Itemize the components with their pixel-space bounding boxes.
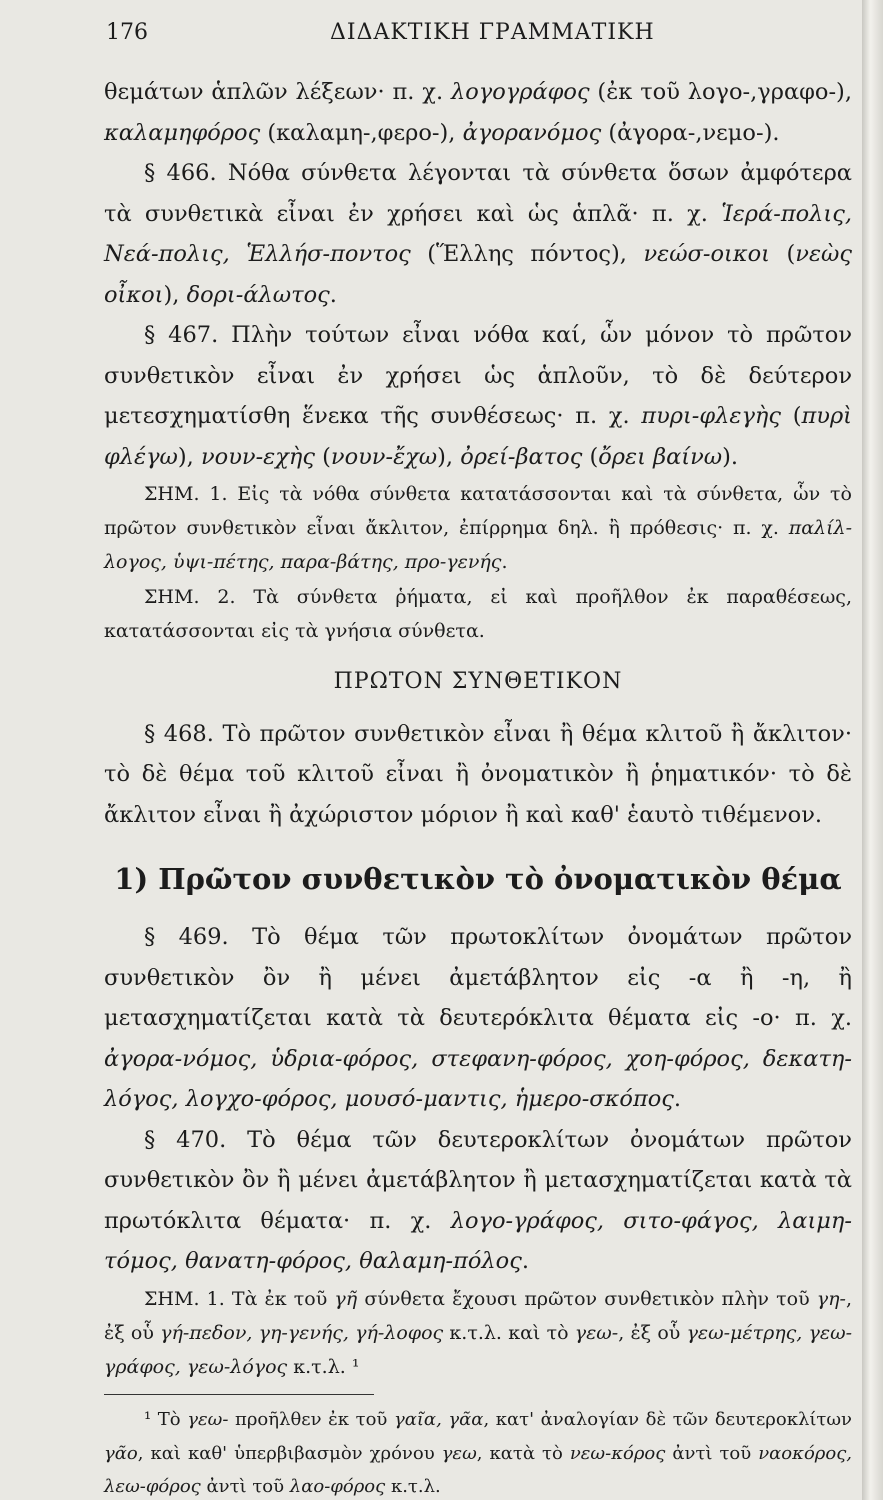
page-number: 176 [106, 20, 148, 45]
text-run: § 468. Τὸ πρῶτον συνθετικὸν εἶναι ἢ θέμα κλιτοῦ ἢ ἄκλιτον· τὸ δὲ θέμα τοῦ κλιτοῦ εἶναι ἢ ὀνοματικὸν ἢ ῥηματικόν· τὸ δὲ ἄκλιτον εἶναι ἢ ἀχώριστον μόριον ἢ καὶ καθ' ἑαυτὸ τιθέμενον. [104, 720, 852, 828]
text-run: , ἐξ οὗ [618, 1321, 687, 1344]
section-heading: ΠΡΩΤΟΝ ΣΥΝΘΕΤΙΚΟΝ [333, 668, 623, 694]
footnote-rule [104, 1394, 374, 1395]
italic-term: πυρὶ φλέγω [104, 403, 852, 470]
text-run: ΣΗΜ. 1. Εἰς τὰ νόθα σύνθετα κατατάσσονται καὶ τὰ σύνθετα, ὧν τὸ πρῶτον συνθετικὸν εἶναι ἄκλιτον, ἐπίρρημα δηλ. ἢ πρόθεσις· π. χ. [104, 483, 852, 540]
text-run: , ἐξ οὗ [104, 1287, 852, 1344]
text-run: ΣΗΜ. 2. Τὰ σύνθετα ῥήματα, εἰ καὶ προῆλθον ἐκ παραθέσεως, κατατάσσονται εἰς τὰ γνήσια σύνθετα. [104, 585, 852, 642]
italic-term: νουν-ἔχω [330, 443, 438, 470]
subsection-heading: 1) Πρῶτον συνθετικὸν τὸ ὀνοματικὸν θέμα [114, 862, 842, 897]
text-run: ( [582, 443, 599, 470]
paragraph [104, 917, 852, 1120]
page-body [104, 72, 852, 1500]
text-run: ), [177, 443, 201, 470]
text-run: κ.τ.λ. ¹ [287, 1356, 360, 1379]
italic-term: ὀρεί-βατος [460, 443, 583, 470]
paragraph [104, 1120, 852, 1282]
remark-paragraph [104, 1282, 852, 1385]
italic-term: γεω [441, 1442, 477, 1464]
text-run: σύνθετα ἔχουσι πρῶτον συνθετικὸν πλὴν τοῦ [357, 1287, 817, 1310]
remark-paragraph [104, 477, 852, 580]
paragraph [104, 315, 852, 477]
italic-term: νουν-εχὴς [200, 443, 315, 470]
italic-term: λαο-φόρος [289, 1475, 386, 1497]
italic-term: παλίλ-λογος, ὑψι-πέτης, παρα-βάτης, προ-γενής [104, 517, 852, 574]
italic-term: ἀγορα-νόμος, ὑδρια-φόρος, στεφανη-φόρος, χοη-φόρος, δεκατη-λόγος, λογχο-φόρος, μουσό-μαντις, ἡμερο-σκόπος [104, 1045, 852, 1113]
paragraph [104, 153, 852, 315]
text-run: ( [314, 443, 331, 470]
text-run: § 470. Τὸ θέμα τῶν δευτεροκλίτων ὀνομάτων πρῶτον συνθετικὸν ὂν ἢ μένει ἀμετάβλητον ἢ μετασχηματίζεται κατὰ τὰ πρωτόκλιτα θέματα· π. χ. [104, 1126, 852, 1234]
italic-term: γεω- [187, 1409, 229, 1431]
text-run: . [501, 551, 508, 574]
text-run: § 467. Πλὴν τούτων εἶναι νόθα καί, ὧν μόνον τὸ πρῶτον συνθετικὸν εἶναι ἐν χρήσει ὡς ἁπλοῦν, τὸ δὲ δεύτερον μετεσχηματίσθη ἕνεκα τῆς συνθέσεως· π. χ. [104, 322, 852, 429]
text-run: (Ἕλλης πόντος), [410, 241, 644, 267]
italic-term: γᾶο [104, 1442, 138, 1464]
adjacent-page-edge [862, 0, 883, 1500]
italic-term: γη- [816, 1287, 846, 1310]
text-run: (ἐκ τοῦ λογο-,γραφο-), [589, 79, 852, 105]
text-run: . [329, 281, 337, 308]
italic-term: ἀγορανόμος [462, 119, 602, 146]
text-run: κ.τ.λ. [385, 1475, 441, 1497]
text-run: ). [722, 443, 739, 470]
text-run: κ.τ.λ. καὶ τὸ [443, 1321, 575, 1344]
text-run: ), [437, 443, 461, 470]
italic-term: γεω-μέτρης, γεω-γράφος, γεω-λόγος [104, 1321, 852, 1379]
italic-term: ναοκόρος, λεω-φόρος [104, 1442, 852, 1497]
text-run: ¹ Τὸ [144, 1409, 188, 1431]
italic-term: γεω- [574, 1321, 619, 1344]
text-run: , καὶ καθ' ὑπερβιβασμὸν χρόνου [137, 1442, 442, 1464]
italic-term: λογο-γράφος, σιτο-φάγος, λαιμη-τόμος, θανατη-φόρος, θαλαμη-πόλος [104, 1207, 852, 1275]
italic-term: νεὼς οἶκοι [104, 241, 852, 308]
italic-term: γῆ [334, 1287, 358, 1310]
text-run: θεμάτων ἁπλῶν λέξεων· π. χ. [104, 79, 451, 105]
italic-term: νεώσ-οικοι [643, 241, 771, 267]
text-run: . [521, 1248, 529, 1275]
italic-term: δορι-άλωτος [186, 281, 330, 308]
running-title: ΔΙΔΑΚΤΙΚΗ ΓΡΑΜΜΑΤΙΚΗ [330, 20, 655, 45]
text-run: , κατ' ἀναλογίαν δὲ τῶν δευτεροκλίτων [483, 1409, 852, 1431]
text-run: ἀντὶ τοῦ [665, 1442, 759, 1464]
italic-term: πυρι-φλεγὴς [641, 403, 782, 429]
text-run: § 469. Τὸ θέμα τῶν πρωτοκλίτων ὀνομάτων πρῶτον συνθετικὸν ὂν ἢ μένει ἀμετάβλητον εἰς -α ἢ -η, ἢ μετασχηματίζεται κατὰ τὰ δευτερόκλιτα θέματα εἰς -ο· π. χ. [104, 924, 852, 1032]
italic-term: γή-πεδον, γη-γενής, γή-λοφος [160, 1321, 444, 1344]
text-run: , κατὰ τὸ [476, 1442, 570, 1464]
text-run: ( [770, 241, 796, 267]
italic-term: καλαμηφόρος [104, 119, 261, 146]
italic-term: ὄρει βαίνω [598, 443, 723, 470]
text-run: (ἀγορα-,νεμο-). [601, 119, 780, 146]
text-run: ( [781, 403, 802, 429]
text-run: ΣΗΜ. 1. Τὰ ἐκ τοῦ [144, 1287, 335, 1310]
footnote [104, 1403, 852, 1500]
remark-paragraph [104, 580, 852, 648]
text-run: . [673, 1086, 682, 1113]
text-run: προῆλθεν ἐκ τοῦ [228, 1409, 394, 1431]
text-run: ), [163, 281, 187, 308]
italic-term: γαῖα, γᾶα [393, 1409, 484, 1431]
paragraph [104, 72, 852, 153]
italic-term: Ἱερά-πολις, Νεά-πολις, Ἑλλήσ-ποντος [104, 200, 852, 267]
italic-term: νεω-κόρος [569, 1442, 666, 1464]
text-run: (καλαμη-,φερο-), [260, 119, 463, 146]
text-run: ἀντὶ τοῦ [200, 1475, 290, 1497]
italic-term: λογογράφος [450, 79, 590, 105]
paragraph [104, 714, 852, 836]
text-run: § 466. Νόθα σύνθετα λέγονται τὰ σύνθετα ὅσων ἀμφότερα τὰ συνθετικὰ εἶναι ἐν χρήσει καὶ ὡς ἁπλᾶ· π. χ. [104, 160, 852, 227]
